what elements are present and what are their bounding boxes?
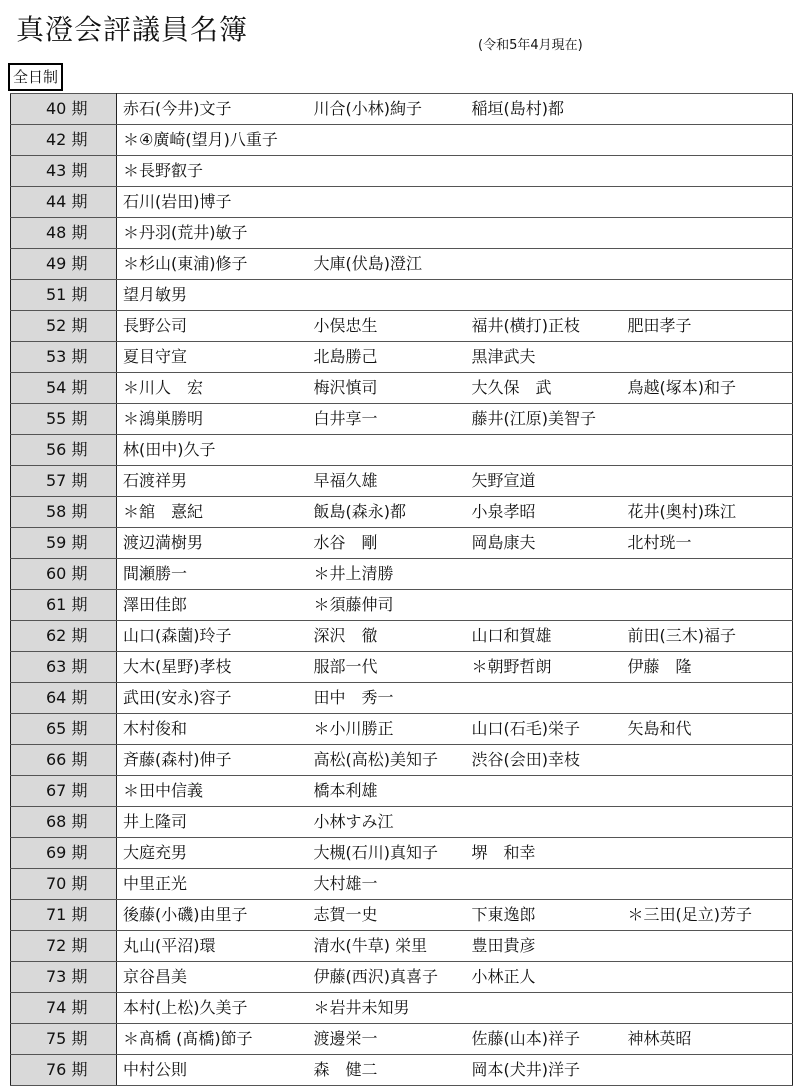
term-cell: 55 期	[11, 404, 117, 435]
member-name-cell: ＊④廣崎(望月)八重子	[117, 125, 311, 156]
member-name-cell: 岡島康夫	[471, 528, 625, 559]
member-name-cell: 藤井(江原)美智子	[471, 404, 625, 435]
member-name-cell: 小林正人	[471, 962, 625, 993]
term-cell: 63 期	[11, 652, 117, 683]
member-name-cell	[625, 776, 793, 807]
member-name-cell	[311, 187, 471, 218]
table-row	[11, 590, 793, 621]
member-name-cell	[625, 869, 793, 900]
member-name-cell: 伊藤 隆	[625, 652, 793, 683]
member-name-cell: 中里正光	[117, 869, 311, 900]
member-name-cell: 田中 秀一	[311, 683, 471, 714]
table-row	[11, 1024, 793, 1055]
member-name-cell: 小俣忠生	[311, 311, 471, 342]
member-name-cell: 森 健二	[311, 1055, 471, 1086]
member-name-cell: 大久保 武	[471, 373, 625, 404]
term-cell: 60 期	[11, 559, 117, 590]
member-name-cell: 大村雄一	[311, 869, 471, 900]
member-name-cell: 佐藤(山本)祥子	[471, 1024, 625, 1055]
table-row	[11, 807, 793, 838]
term-cell: 73 期	[11, 962, 117, 993]
term-cell: 58 期	[11, 497, 117, 528]
member-name-cell: 大木(星野)孝枝	[117, 652, 311, 683]
member-name-cell: 渡辺満樹男	[117, 528, 311, 559]
member-name-cell	[471, 249, 625, 280]
member-name-cell	[471, 156, 625, 187]
member-name-cell	[625, 435, 793, 466]
member-name-cell: 岡本(犬井)洋子	[471, 1055, 625, 1086]
member-name-cell: 神林英昭	[625, 1024, 793, 1055]
table-row	[11, 962, 793, 993]
member-name-cell: 前田(三木)福子	[625, 621, 793, 652]
term-cell: 64 期	[11, 683, 117, 714]
table-row	[11, 683, 793, 714]
term-cell: 59 期	[11, 528, 117, 559]
member-name-cell: ＊岩井未知男	[311, 993, 471, 1024]
member-name-cell: 山口(森薗)玲子	[117, 621, 311, 652]
member-name-cell: ＊小川勝正	[311, 714, 471, 745]
term-cell: 53 期	[11, 342, 117, 373]
term-cell: 62 期	[11, 621, 117, 652]
table-row	[11, 559, 793, 590]
term-cell: 75 期	[11, 1024, 117, 1055]
member-name-cell: 斉藤(森村)伸子	[117, 745, 311, 776]
table-row	[11, 652, 793, 683]
table-row	[11, 218, 793, 249]
member-name-cell	[625, 404, 793, 435]
member-name-cell	[625, 218, 793, 249]
member-name-cell: 後藤(小磯)由里子	[117, 900, 311, 931]
term-cell: 61 期	[11, 590, 117, 621]
member-name-cell	[625, 156, 793, 187]
table-row	[11, 311, 793, 342]
member-name-cell	[471, 187, 625, 218]
member-name-cell: 林(田中)久子	[117, 435, 311, 466]
member-name-cell	[471, 218, 625, 249]
member-name-cell: 山口(石毛)栄子	[471, 714, 625, 745]
member-name-cell: 井上隆司	[117, 807, 311, 838]
table-row	[11, 993, 793, 1024]
member-name-cell: 矢島和代	[625, 714, 793, 745]
term-cell: 49 期	[11, 249, 117, 280]
member-name-cell	[471, 435, 625, 466]
term-cell: 43 期	[11, 156, 117, 187]
member-name-cell: 志賀一史	[311, 900, 471, 931]
table-row	[11, 497, 793, 528]
member-name-cell: 堺 和幸	[471, 838, 625, 869]
term-cell: 69 期	[11, 838, 117, 869]
member-name-cell: 矢野宣道	[471, 466, 625, 497]
term-cell: 71 期	[11, 900, 117, 931]
member-name-cell: 北島勝己	[311, 342, 471, 373]
member-name-cell	[471, 125, 625, 156]
member-name-cell	[625, 249, 793, 280]
member-name-cell: 下東逸郎	[471, 900, 625, 931]
member-name-cell	[625, 125, 793, 156]
term-cell: 54 期	[11, 373, 117, 404]
member-name-cell: 渡邊栄一	[311, 1024, 471, 1055]
table-row	[11, 156, 793, 187]
date-note: (令和5年4月現在)	[478, 38, 583, 53]
member-name-cell: 豊田貴彦	[471, 931, 625, 962]
member-name-cell	[625, 187, 793, 218]
member-name-cell	[311, 125, 471, 156]
member-name-cell	[311, 280, 471, 311]
member-name-cell: 水谷 剛	[311, 528, 471, 559]
member-name-cell	[625, 559, 793, 590]
member-name-cell: 山口和賀雄	[471, 621, 625, 652]
member-name-cell: 京谷昌美	[117, 962, 311, 993]
member-name-cell: 渋谷(会田)幸枝	[471, 745, 625, 776]
member-name-cell	[625, 993, 793, 1024]
member-name-cell: ＊長野叡子	[117, 156, 311, 187]
table-row	[11, 714, 793, 745]
member-name-cell: 福井(横打)正枝	[471, 311, 625, 342]
member-name-cell: 飯島(森永)都	[311, 497, 471, 528]
term-cell: 76 期	[11, 1055, 117, 1086]
member-name-cell	[625, 280, 793, 311]
term-cell: 65 期	[11, 714, 117, 745]
member-name-cell	[471, 683, 625, 714]
member-name-cell: 赤石(今井)文子	[117, 94, 311, 125]
member-name-cell: 石川(岩田)博子	[117, 187, 311, 218]
member-name-cell	[471, 590, 625, 621]
member-name-cell	[625, 931, 793, 962]
table-row	[11, 342, 793, 373]
member-name-cell: 肥田孝子	[625, 311, 793, 342]
table-row	[11, 280, 793, 311]
member-name-cell: 丸山(平沼)環	[117, 931, 311, 962]
member-name-cell: 服部一代	[311, 652, 471, 683]
term-cell: 70 期	[11, 869, 117, 900]
member-name-cell: 早福久雄	[311, 466, 471, 497]
member-name-cell: 夏目守宣	[117, 342, 311, 373]
member-name-cell: 望月敏男	[117, 280, 311, 311]
member-name-cell	[625, 683, 793, 714]
member-name-cell: ＊三田(足立)芳子	[625, 900, 793, 931]
term-cell: 72 期	[11, 931, 117, 962]
member-name-cell: 大庭充男	[117, 838, 311, 869]
member-name-cell: 本村(上松)久美子	[117, 993, 311, 1024]
term-cell: 44 期	[11, 187, 117, 218]
term-cell: 68 期	[11, 807, 117, 838]
member-name-cell	[625, 962, 793, 993]
term-cell: 66 期	[11, 745, 117, 776]
roster-table	[10, 93, 793, 1086]
member-name-cell: 澤田佳郎	[117, 590, 311, 621]
term-cell: 52 期	[11, 311, 117, 342]
member-name-cell	[625, 590, 793, 621]
member-name-cell: ＊須藤伸司	[311, 590, 471, 621]
table-row	[11, 125, 793, 156]
table-row	[11, 249, 793, 280]
member-name-cell: 長野公司	[117, 311, 311, 342]
member-name-cell	[625, 838, 793, 869]
term-cell: 56 期	[11, 435, 117, 466]
table-row	[11, 776, 793, 807]
table-row	[11, 466, 793, 497]
member-name-cell	[471, 993, 625, 1024]
member-name-cell	[311, 156, 471, 187]
member-name-cell	[625, 342, 793, 373]
member-name-cell: ＊杉山(東浦)修子	[117, 249, 311, 280]
term-cell: 57 期	[11, 466, 117, 497]
member-name-cell: 北村珖一	[625, 528, 793, 559]
member-name-cell: 花井(奥村)珠江	[625, 497, 793, 528]
member-name-cell: 深沢 徹	[311, 621, 471, 652]
member-name-cell	[311, 435, 471, 466]
member-name-cell	[471, 807, 625, 838]
table-row	[11, 838, 793, 869]
member-name-cell	[625, 807, 793, 838]
member-name-cell: 小林すみ江	[311, 807, 471, 838]
member-name-cell	[471, 559, 625, 590]
member-name-cell: 白井享一	[311, 404, 471, 435]
term-cell: 74 期	[11, 993, 117, 1024]
member-name-cell: 梅沢慎司	[311, 373, 471, 404]
term-cell: 48 期	[11, 218, 117, 249]
member-name-cell	[471, 776, 625, 807]
member-name-cell: ＊井上清勝	[311, 559, 471, 590]
member-name-cell	[625, 94, 793, 125]
table-row	[11, 435, 793, 466]
term-cell: 42 期	[11, 125, 117, 156]
member-name-cell: 橋本利雄	[311, 776, 471, 807]
member-name-cell: ＊田中信義	[117, 776, 311, 807]
roster-body	[11, 94, 793, 1086]
table-row	[11, 187, 793, 218]
member-name-cell	[625, 1055, 793, 1086]
table-row	[11, 900, 793, 931]
member-name-cell: ＊丹羽(荒井)敏子	[117, 218, 311, 249]
member-name-cell	[625, 745, 793, 776]
member-name-cell: 小泉孝昭	[471, 497, 625, 528]
member-name-cell: 中村公則	[117, 1055, 311, 1086]
member-name-cell	[471, 869, 625, 900]
member-name-cell: ＊髙橋 (髙橋)節子	[117, 1024, 311, 1055]
member-name-cell: 木村俊和	[117, 714, 311, 745]
term-cell: 40 期	[11, 94, 117, 125]
member-name-cell: 武田(安永)容子	[117, 683, 311, 714]
term-cell: 51 期	[11, 280, 117, 311]
section-label: 全日制	[8, 63, 63, 91]
member-name-cell: 清水(牛草) 栄里	[311, 931, 471, 962]
table-row	[11, 869, 793, 900]
member-name-cell: 川合(小林)絢子	[311, 94, 471, 125]
term-cell: 67 期	[11, 776, 117, 807]
table-row	[11, 1055, 793, 1086]
table-row	[11, 931, 793, 962]
member-name-cell: 高松(高松)美知子	[311, 745, 471, 776]
member-name-cell	[311, 218, 471, 249]
member-name-cell: ＊舘 憙紀	[117, 497, 311, 528]
table-row	[11, 94, 793, 125]
member-name-cell: 間瀬勝一	[117, 559, 311, 590]
member-name-cell: 大庫(伏島)澄江	[311, 249, 471, 280]
member-name-cell: ＊朝野哲朗	[471, 652, 625, 683]
table-row	[11, 528, 793, 559]
member-name-cell	[625, 466, 793, 497]
member-name-cell	[471, 280, 625, 311]
member-name-cell: ＊鴻巣勝明	[117, 404, 311, 435]
member-name-cell: 稲垣(島村)都	[471, 94, 625, 125]
table-row	[11, 621, 793, 652]
member-name-cell: 黒津武夫	[471, 342, 625, 373]
member-name-cell: ＊川人 宏	[117, 373, 311, 404]
member-name-cell: 石渡祥男	[117, 466, 311, 497]
member-name-cell: 大槻(石川)真知子	[311, 838, 471, 869]
page-title: 真澄会評議員名簿	[16, 13, 249, 46]
table-row	[11, 373, 793, 404]
table-row	[11, 745, 793, 776]
member-name-cell: 伊藤(西沢)真喜子	[311, 962, 471, 993]
member-name-cell: 鳥越(塚本)和子	[625, 373, 793, 404]
table-row	[11, 404, 793, 435]
